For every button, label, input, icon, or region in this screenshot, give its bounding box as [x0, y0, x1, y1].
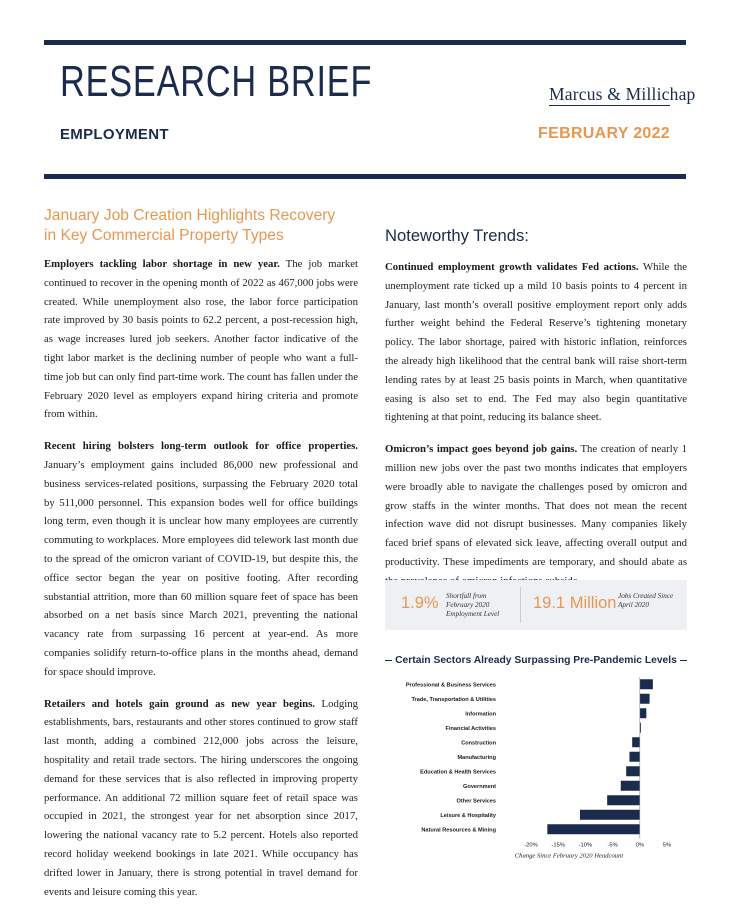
x-tick-label: 0% [635, 842, 644, 849]
x-tick-label: -5% [607, 842, 618, 849]
chart-title-bar [385, 655, 687, 666]
headline-line-2: in Key Commercial Property Types [44, 227, 284, 244]
paragraph-body: While the unemployment rate ticked up a mild 10 basis points to 4 percent in January, last month’s overall positive employment report only adds further weight behind the Federal Reserve’s tightening monetary policy. The labor shortage, paired with historic inflation, reinforces the already high likelihood that the central bank will raise short-term lending rates by at least 25 basis points in March, when quantitative easing is also set to end. The Fed may also begin quantitative tightening at that point, reducing its balance sheet. [385, 261, 687, 424]
category-label: Financial Activities [445, 725, 496, 732]
company-logo: Marcus & Millichap [549, 84, 696, 104]
stat-desc-line: Shortfall from [446, 592, 487, 600]
header-bottom-rule [44, 174, 686, 179]
main-headline [44, 206, 358, 246]
trends-title: Noteworthy Trends: [385, 226, 529, 245]
paragraph-body: The job market continued to recover in the opening month of 2022 as 467,000 jobs were created. While unemployment also rose, the labor force participation rate improved by 30 basis points to 62.2 percent, a post-recession high, as wage increases lured job seekers. Another factor indicative of the tight labor market is the declining number of people who want a full-time job but can only find part-time work. The count has fallen under the February 2020 level as employers expand hiring criteria and promote from within. [44, 258, 358, 421]
paragraph-lead: Omicron’s impact goes beyond job gains. [385, 443, 578, 456]
category-label: Other Services [456, 798, 496, 805]
category-label: Information [465, 711, 496, 718]
category-label: Trade, Transportation & Utilities [411, 696, 496, 703]
bar [629, 752, 639, 762]
stat-desc-line: Employment Level [446, 610, 500, 618]
category-label: Construction [461, 740, 496, 747]
chart-svg [385, 672, 687, 872]
bar [626, 766, 640, 776]
logo-underline [549, 105, 670, 106]
bar [640, 679, 653, 689]
stat-shortfall-value: 1.9% [401, 594, 439, 612]
bar [547, 824, 639, 834]
right-column [385, 226, 687, 604]
left-column [44, 206, 358, 914]
bar [621, 781, 640, 791]
sector-bar-chart [385, 672, 687, 872]
paragraph-lead: Continued employment growth validates Fed actions. [385, 261, 639, 273]
paragraph-body: The creation of nearly 1 million new jobs over the past two months indicates that employers were broadly able to navigate the challenges posed by omicron and grow staffs in the winter months. That does not mean the recent infection wave did not disrupt businesses. Many companies likely faced brief spans of elevated sick leave, affecting overall output and productivity. These impediments are temporary, and should abate as [385, 443, 687, 568]
x-tick-label: -10% [578, 842, 593, 849]
stat-divider [520, 587, 521, 623]
chart-title: Certain Sectors Already Surpassing Pre-Pandemic Levels [395, 655, 677, 666]
stat-jobs-value: 19.1 Million [533, 594, 617, 612]
category-label: Leisure & Hospitality [440, 812, 496, 819]
headline-line-1: January Job Creation Highlights Recovery [44, 207, 336, 224]
bar [640, 708, 647, 718]
section-label: EMPLOYMENT [60, 126, 169, 143]
x-axis-label: Change Since February 2020 Headcount [514, 852, 624, 860]
right-paragraph-1 [385, 258, 687, 427]
paragraph-lead: Retailers and hotels gain ground as new year begins. [44, 697, 315, 710]
stat-shortfall-description [446, 592, 516, 619]
stats-box [385, 580, 687, 630]
header-top-rule [44, 40, 686, 45]
bar [640, 694, 650, 704]
paragraph-body: Lodging establishments, bars, restaurants and other stores continued to grow staff last month, adding a combined 212,000 jobs across the leisure, hospitality and retail trade sectors. The hiring underscores the ongoing demand for these services that is also reflected in improving property performance. An additional 72 million square feet of retail space was occupied in 2021, the strongest year for net absorption since 2017, lowering the national vacancy rate to 5.2 percent. Hotels also reported record holiday weekend bookings in late 2021. While occupancy has drifted lower in January, there is strong potential in travel demand for events and leisure coming this year. [44, 697, 358, 898]
left-paragraph-1 [44, 255, 358, 424]
bar [580, 810, 640, 820]
category-label: Government [463, 783, 496, 790]
category-label: Education & Health Services [420, 769, 496, 776]
chart-title-rule-left [385, 660, 392, 661]
stat-jobs-description [618, 592, 684, 610]
bar [607, 795, 640, 805]
paragraph-body: January’s employment gains included 86,000 new professional and business services-related positions, surpassing the February 2020 total by 511,000 personnel. This expansion bodes well for office buildings long term, even though it is unclear how many employees are currently commuting to workplaces. More employees did telework last month due to the spread of the omicron variant of COVID-19, but despite this, the office sector began the year on positive footing. After recording substantial attrition, more than 60 million square feet of space has been absorbed on a net basis since March 2021, preventing the national vacancy rate from surpassing 16 percent at year-end. As more companies solidify return-to-office plans in the months ahead, demand for space should improve. [44, 458, 358, 678]
category-label: Natural Resources & Mining [421, 827, 496, 834]
bar [632, 737, 640, 747]
chart-title-rule-right [680, 660, 687, 661]
left-paragraph-2 [44, 437, 358, 681]
x-tick-label: 5% [662, 842, 672, 849]
right-paragraph-2 [385, 440, 687, 590]
left-paragraph-3 [44, 695, 358, 902]
page-title: RESEARCH BRIEF [60, 57, 373, 106]
paragraph-lead: Employers tackling labor shortage in new year. [44, 258, 280, 270]
category-label: Manufacturing [457, 754, 496, 761]
stat-desc-line: April 2020 [618, 601, 649, 609]
x-tick-label: -15% [551, 842, 565, 849]
stat-desc-line: February 2020 [446, 601, 490, 609]
category-label: Professional & Business Services [405, 682, 496, 689]
report-date: FEBRUARY 2022 [538, 125, 670, 142]
paragraph-lead: Recent hiring bolsters long-term outlook for office properties. [44, 440, 358, 453]
stat-desc-line: Jobs Created Since [618, 592, 674, 600]
x-tick-label: -20% [524, 842, 538, 849]
